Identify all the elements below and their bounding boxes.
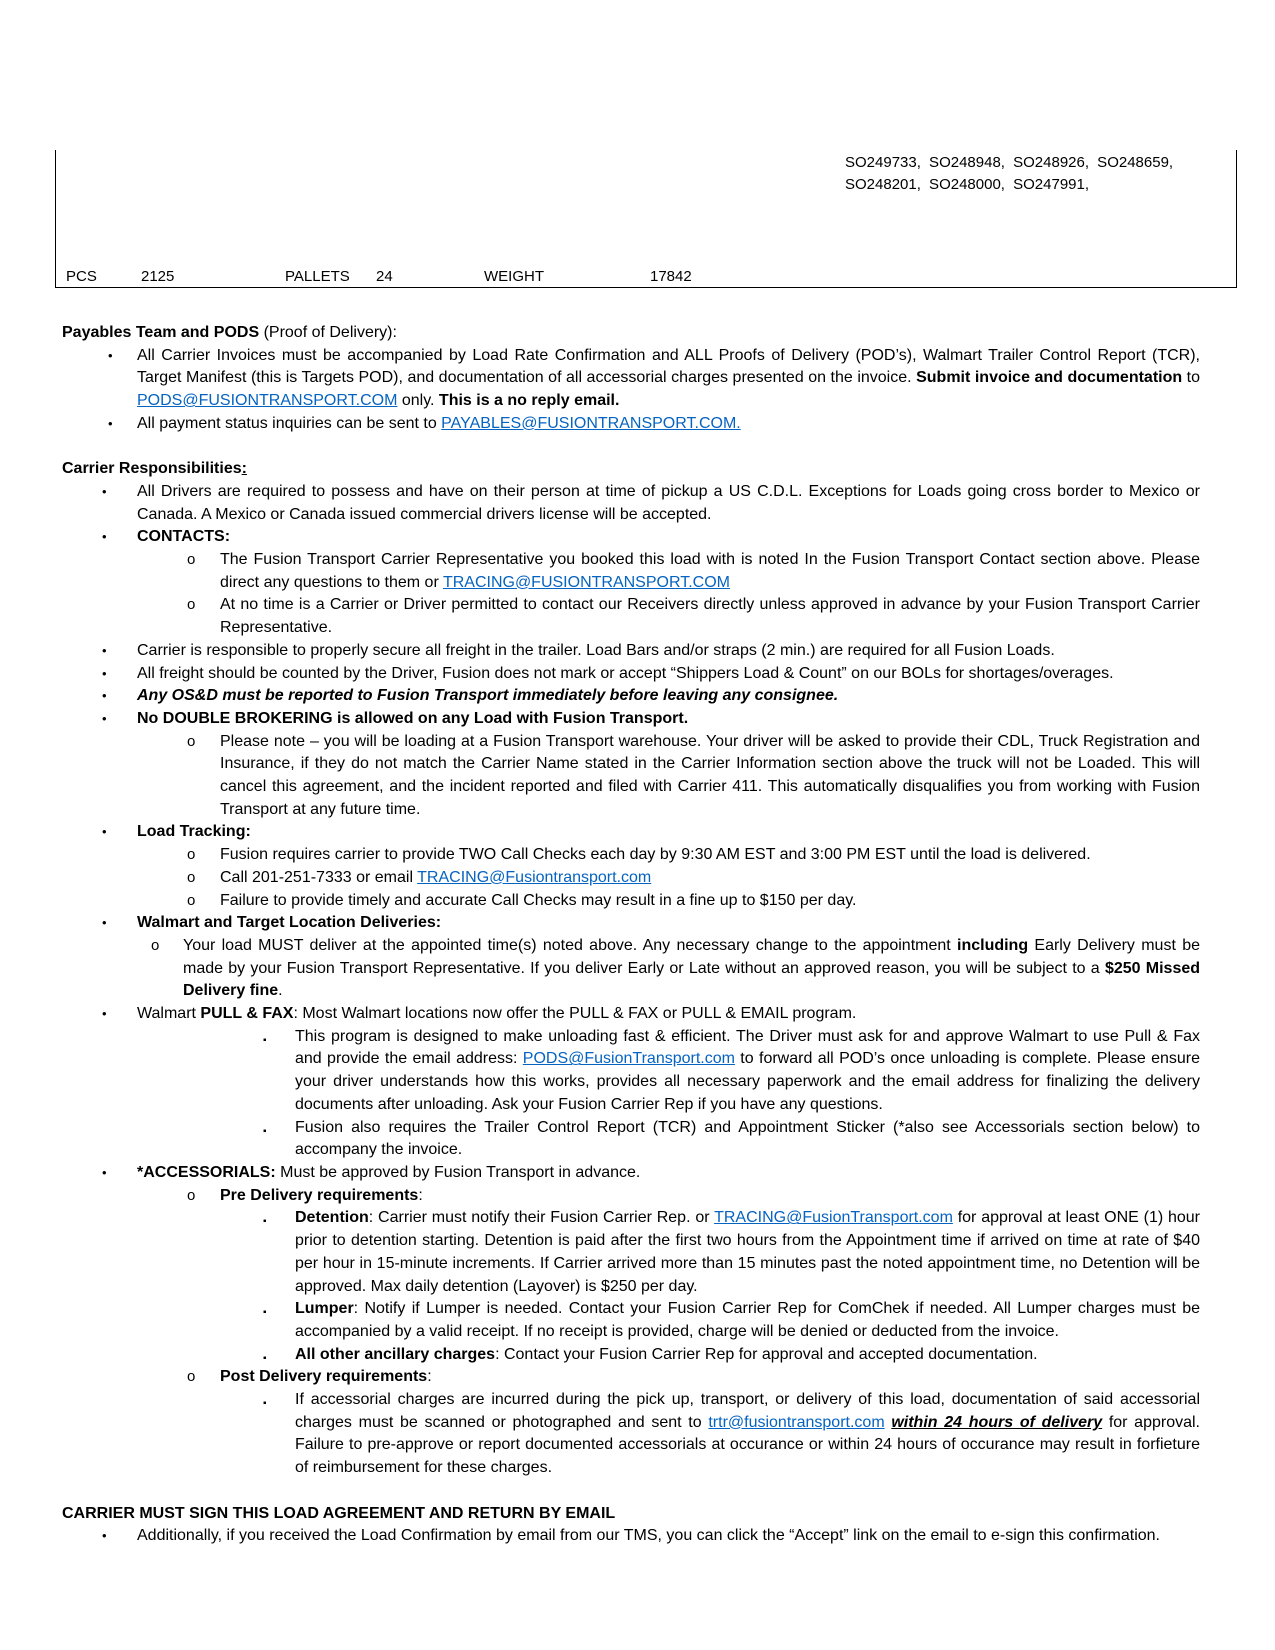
tracing-email-link-2[interactable]: TRACING@Fusiontransport.com [417,868,652,886]
weight-value: 17842 [650,268,692,285]
so-numbers: SO249733, SO248948, SO248926, SO248659, SO248201, SO248000, SO247991, [845,154,1174,193]
payables-email-link[interactable]: PAYABLES@FUSIONTRANSPORT.COM. [441,414,741,432]
list-item: • All Carrier Invoices must be accompanied by Load Rate Confirmation and ALL Proofs of Delivery (POD’s), Walmart Trailer Control Report (TCR), Target Manifest (this is Targets POD), and documentation of all accessorial charges presented on the invoice. Submit invoice and documentation to PODS@FUSIONTRANSPORT.COM only. This is a no reply email. [108,346,1201,410]
trtr-email-link[interactable]: trtr@fusiontransport.com [708,1413,885,1431]
pcs-label: PCS [66,268,97,285]
list-item: • Additionally, if you received the Load Confirmation by email from our TMS, you can click the “Accept” link on the email to e-sign this confirmation. [102,1527,1160,1545]
pods-email-link[interactable]: PODS@FUSIONTRANSPORT.COM [137,392,398,410]
list-item: • All payment status inquiries can be sent to PAYABLES@FUSIONTRANSPORT.COM. [108,414,741,432]
list-item: • Any OS&D must be reported to Fusion Transport immediately before leaving any consignee. [102,687,839,705]
list-item: o Fusion requires carrier to provide TWO Call Checks each day by 9:30 AM EST and 3:00 PM EST until the load is delivered. [187,846,1091,864]
list-item: • Load Tracking: [102,823,251,841]
sign-list [62,1525,1200,1548]
tracing-email-link-3[interactable]: TRACING@FusionTransport.com [714,1209,953,1227]
list-item: o Your load MUST deliver at the appointed time(s) noted above. Any necessary change to the appointment including Early Delivery must be made by your Fusion Transport Representative. If you deliver Early or Late without an approved reason, you will be subject to a $250 Missed Delivery fine. [151,936,1201,1000]
list-item: • Walmart PULL & FAX: Most Walmart locations now offer the PULL & FAX or PULL & EMAIL program. [102,1005,857,1023]
list-item: ▪ If accessorial charges are incurred during the pick up, transport, or delivery of this load, documentation of said accessorial charges must be scanned or photographed and sent to trtr@fusiontransport.com within 24 hours of delivery for approval. Failure to pre-approve or report documented accessorials at occurance or within 24 hours of occurance may result in forfieture of reimbursement for these charges. [263,1391,1200,1477]
list-item: o Call 201-251-7333 or email TRACING@Fusiontransport.com [187,868,652,886]
list-item: o Post Delivery requirements: [187,1368,432,1386]
list-item: ▪ Lumper: Notify if Lumper is needed. Contact your Fusion Carrier Rep for ComChek if needed. All Lumper charges must be accompanied by a valid receipt. If no receipt is provided, charge will be denied or deducted from the invoice. [263,1300,1200,1340]
list-item: • *ACCESSORIALS: Must be approved by Fusion Transport in advance. [102,1164,641,1181]
payables-heading: Payables Team and PODS (Proof of Delivery): [62,324,397,341]
list-item: ▪ Fusion also requires the Trailer Control Report (TCR) and Appointment Sticker (*also see Accessorials section below) to accompany the invoice. [263,1118,1200,1159]
list-item: • Walmart and Target Location Deliveries: [102,914,442,932]
list-item: • Carrier is responsible to properly secure all freight in the trailer. Load Bars and/or straps (2 min.) are required for all Fusion Loads. [102,641,1055,659]
terms-body [62,322,1200,1548]
tracing-email-link[interactable]: TRACING@FUSIONTRANSPORT.COM [442,573,731,591]
payables-list [62,345,1200,436]
list-item: ▪ All other ancillary charges: Contact your Fusion Carrier Rep for approval and accepted documentation. [263,1345,1038,1364]
pallets-value: 24 [376,268,393,285]
list-item: o Pre Delivery requirements: [187,1186,423,1204]
list-item: • All Drivers are required to possess and have on their person at time of pickup a US C.D.L. Exceptions for Loads going cross border to Mexico or Canada. A Mexico or Canada issued commercial drivers license will be accepted. [102,482,1200,523]
list-item: o At no time is a Carrier or Driver permitted to contact our Receivers directly unless approved in advance by your Fusion Transport Carrier Representative. [187,596,1200,637]
list-item: ▪ Detention: Carrier must notify their Fusion Carrier Rep. or TRACING@FusionTransport.com for approval at least ONE (1) hour prior to detention starting. Detention is paid after the first two hours from the Appointment time if arrived on time at rate of $40 per hour in 15-minute increments. If Carrier arrived more than 15 minutes past the noted appointment time, no Detention will be approved. Max daily detention (Layover) is $250 per day. [263,1209,1201,1295]
carrier-heading: Carrier Responsibilities: [62,460,247,478]
carrier-list [62,481,1200,1480]
pcs-value: 2125 [141,268,175,285]
list-item: o Failure to provide timely and accurate Call Checks may result in a fine up to $150 per day. [187,891,857,909]
sign-heading: CARRIER MUST SIGN THIS LOAD AGREEMENT AND RETURN BY EMAIL [62,1504,616,1522]
list-item: • CONTACTS: [102,528,231,546]
list-item: o The Fusion Transport Carrier Representative you booked this load with is noted In the Fusion Transport Contact section above. Please direct any questions to them or TRACING@FUSIONTRANSPORT.COM [187,551,1200,591]
weight-label: WEIGHT [484,268,544,285]
list-item: • No DOUBLE BROKERING is allowed on any Load with Fusion Transport. [102,709,689,727]
list-item: • All freight should be counted by the Driver, Fusion does not mark or accept “Shippers Load & Count” on our BOLs for shortages/overages. [102,664,1114,682]
list-item: ▪ This program is designed to make unloading fast & efficient. The Driver must ask for and approve Walmart to use Pull & Fax and provide the email address: PODS@FusionTransport.com to forward all POD’s once unloading is complete. Please ensure your driver understands how this works, provides all necessary paperwork and the email address for finalizing the delivery documents after unloading. Ask your Fusion Carrier Rep if you have any questions. [263,1027,1201,1113]
pods-email-link-2[interactable]: PODS@FusionTransport.com [522,1050,735,1068]
list-item: o Please note – you will be loading at a Fusion Transport warehouse. Your driver will be asked to provide their CDL, Truck Registration and Insurance, if they do not match the Carrier Name stated in the Carrier Information section above the truck will not be Loaded. This will cancel this agreement, and the incident reported and filed with Carrier 411. This automatically disqualifies you from working with Fusion Transport at any future time. [187,732,1200,818]
pallets-label: PALLETS [285,268,350,285]
